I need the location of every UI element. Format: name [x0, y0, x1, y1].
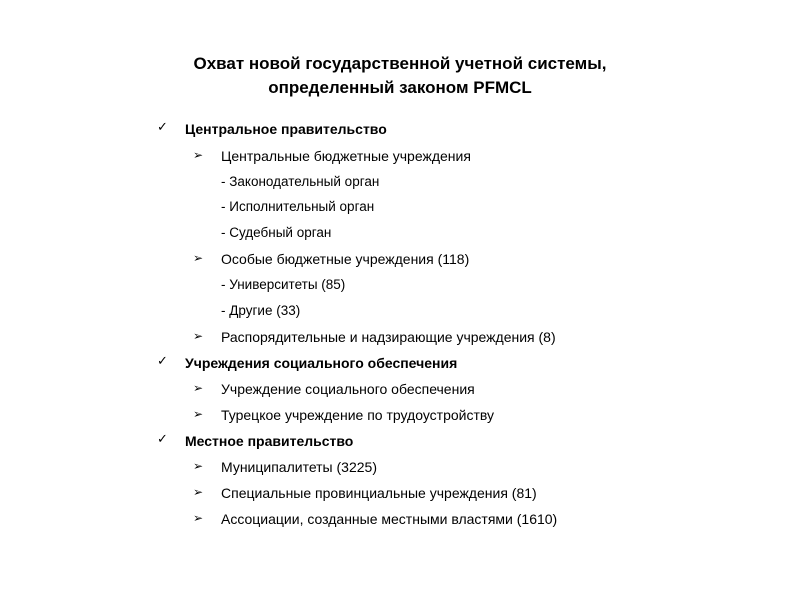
- slide-title: [100, 52, 700, 100]
- list-item: Ассоциации, созданные местными властями (1610): [221, 511, 558, 527]
- arrow-bullet-icon: ➢: [193, 381, 204, 395]
- sub-list-item: - Законодательный орган: [221, 174, 380, 189]
- list-item: Турецкое учреждение по трудоустройству: [221, 407, 495, 423]
- title-line-2: определенный законом PFMCL: [268, 78, 532, 97]
- sub-list-item: - Университеты (85): [221, 277, 346, 292]
- section-social-security: Учреждения социального обеспечения: [185, 355, 458, 371]
- list-item: Муниципалитеты (3225): [221, 459, 377, 475]
- section-central-government: Центральное правительство: [185, 121, 387, 137]
- arrow-bullet-icon: ➢: [193, 485, 204, 499]
- arrow-bullet-icon: ➢: [193, 511, 204, 525]
- list-item: Учреждение социального обеспечения: [221, 381, 475, 397]
- list-item: Центральные бюджетные учреждения: [221, 148, 471, 164]
- list-item: Особые бюджетные учреждения (118): [221, 251, 470, 267]
- sub-list-item: - Судебный орган: [221, 225, 332, 240]
- title-line-1: Охват новой государственной учетной системы,: [193, 54, 607, 73]
- checkmark-icon: ✓: [157, 354, 168, 369]
- sub-list-item: - Другие (33): [221, 303, 301, 318]
- arrow-bullet-icon: ➢: [193, 251, 204, 265]
- arrow-bullet-icon: ➢: [193, 407, 204, 421]
- arrow-bullet-icon: ➢: [193, 329, 204, 343]
- list-item: Распорядительные и надзирающие учреждения (8): [221, 329, 556, 345]
- section-local-government: Местное правительство: [185, 433, 354, 449]
- sub-list-item: - Исполнительный орган: [221, 199, 375, 214]
- checkmark-icon: ✓: [157, 432, 168, 447]
- list-item: Специальные провинциальные учреждения (81): [221, 485, 537, 501]
- arrow-bullet-icon: ➢: [193, 148, 204, 162]
- arrow-bullet-icon: ➢: [193, 459, 204, 473]
- checkmark-icon: ✓: [157, 120, 168, 135]
